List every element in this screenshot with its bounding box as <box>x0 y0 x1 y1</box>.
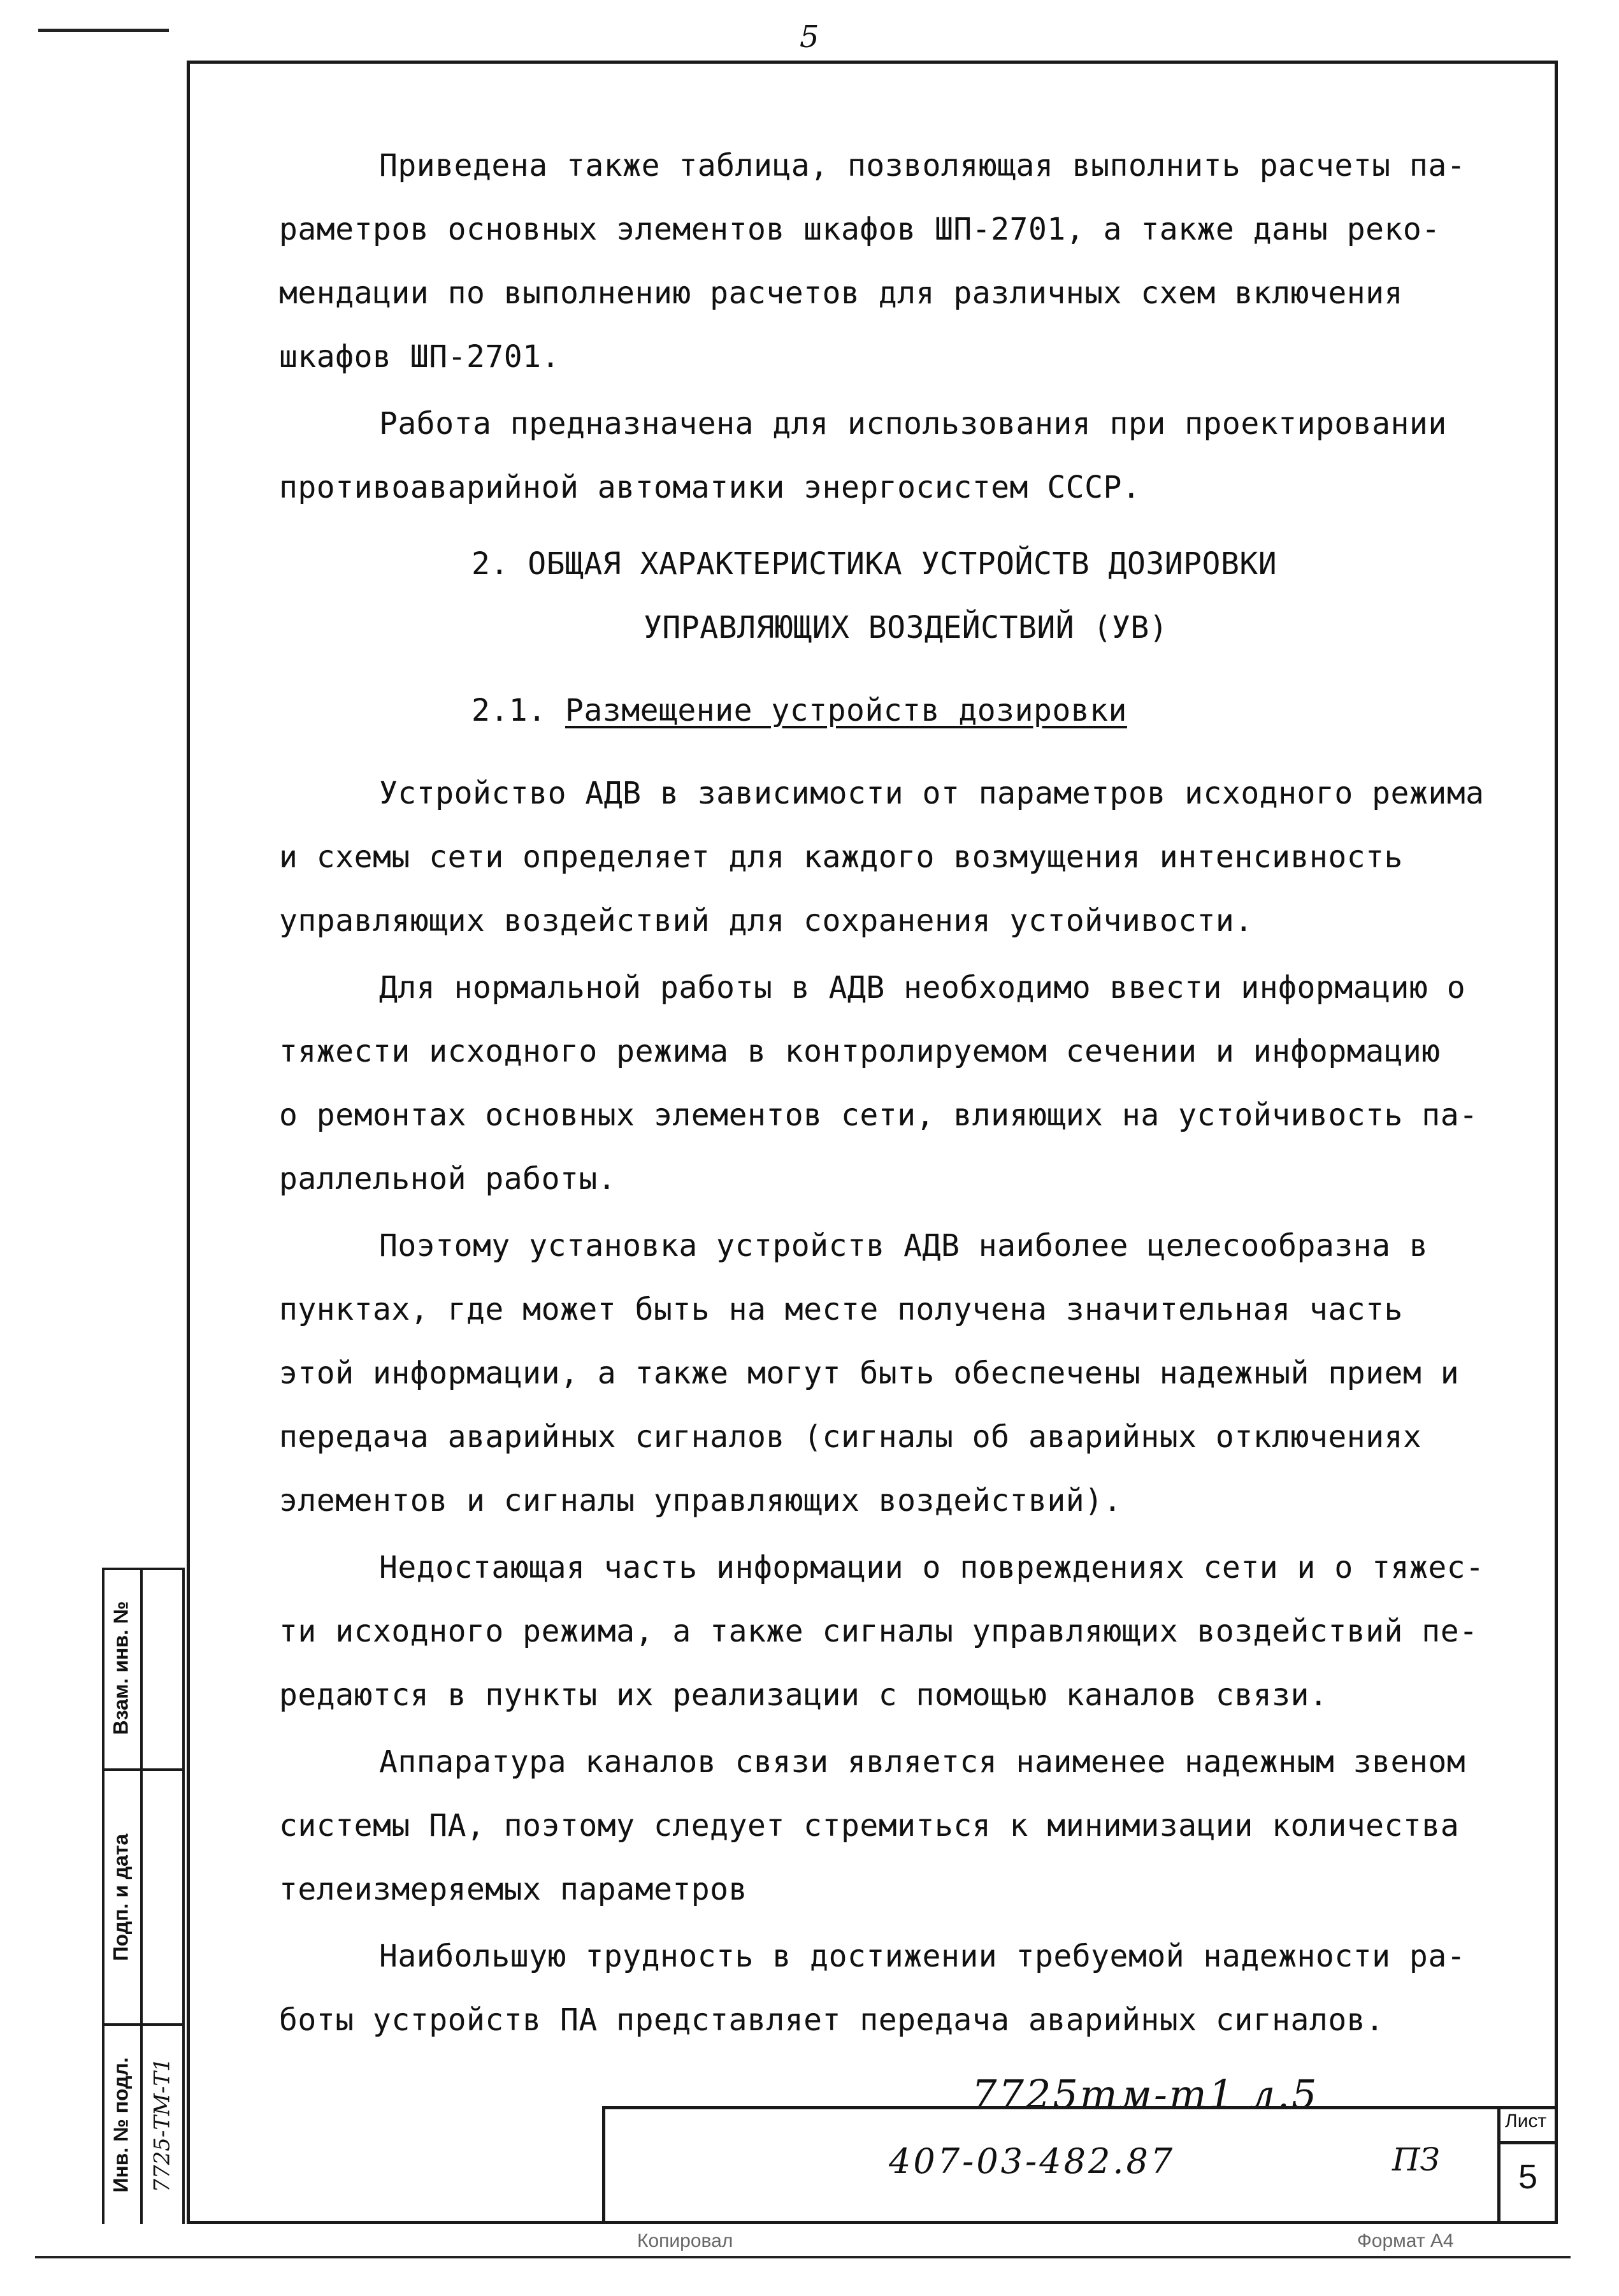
inv-podl-label: Инв. № подл. <box>109 2057 133 2193</box>
text-line: этой информации, а также могут быть обеспечены надежный прием и <box>279 1355 1460 1391</box>
text-line: системы ПА, поэтому следует стремиться к минимизации количества <box>279 1808 1460 1844</box>
text-line: раметров основных элементов шкафов ШП-2701, а также даны реко- <box>279 212 1441 247</box>
text-line: телеизмеряемых параметров <box>279 1872 747 1907</box>
text-line: и схемы сети определяет для каждого возмущения интенсивность <box>279 839 1403 875</box>
footer-format: Формат А4 <box>1357 2230 1454 2251</box>
text-line: Устройство АДВ в зависимости от параметров исходного режима <box>379 776 1485 811</box>
sheet-box-divider <box>1497 2141 1558 2144</box>
text-line: Наибольшую трудность в достижении требуемой надежности ра- <box>379 1939 1466 1974</box>
text-line: управляющих воздействий для сохранения устойчивости. <box>279 903 1253 939</box>
text-line: Приведена также таблица, позволяющая выполнить расчеты па- <box>379 148 1466 184</box>
text-line: боты устройств ПА представляет передача аварийных сигналов. <box>279 2002 1385 2038</box>
text-line: Для нормальной работы в АДВ необходимо ввести информацию о <box>379 970 1466 1006</box>
text-line: Недостающая часть информации о повреждениях сети и о тяжес- <box>379 1550 1485 1585</box>
bottom-rule <box>35 2256 1571 2258</box>
text-line: редаются в пункты их реализации с помощью каналов связи. <box>279 1677 1328 1713</box>
text-line: шкафов ШП-2701. <box>279 339 560 375</box>
text-line: ти исходного режима, а также сигналы управляющих воздействий пе- <box>279 1614 1478 1649</box>
text-line: тяжести исходного режима в контролируемом сечении и информацию <box>279 1034 1441 1069</box>
text-line: передача аварийных сигналов (сигналы об аварийных отключениях <box>279 1419 1422 1455</box>
footer-copied: Копировал <box>637 2230 733 2251</box>
subsection-number: 2.1. <box>471 693 547 728</box>
text-line: Аппаратура каналов связи является наименее надежным звеном <box>379 1744 1466 1780</box>
section-heading-line-2: УПРАВЛЯЮЩИХ ВОЗДЕЙСТВИЙ (УВ) <box>644 610 1169 646</box>
section-heading-line-1: 2. ОБЩАЯ ХАРАКТЕРИСТИКА УСТРОЙСТВ ДОЗИРОВКИ <box>471 546 1277 582</box>
text-line: Работа предназначена для использования при проектировании <box>379 406 1447 442</box>
text-line: мендации по выполнению расчетов для различных схем включения <box>279 275 1403 311</box>
vzam-inv-label: Взам. инв. № <box>109 1601 133 1735</box>
text-line: раллельной работы. <box>279 1161 617 1197</box>
subsection-title: Размещение устройств дозировки <box>565 693 1127 728</box>
inv-podl-value: 7725-ТМ-Т1 <box>150 2057 175 2193</box>
text-line: пунктах, где может быть на месте получена значительная часть <box>279 1292 1403 1327</box>
text-line: о ремонтах основных элементов сети, влияющих на устойчивость па- <box>279 1097 1478 1133</box>
subsection-heading <box>471 691 1127 730</box>
text-line: противоаварийной автоматики энергосистем СССР. <box>279 470 1141 505</box>
text-line: Поэтому установка устройств АДВ наиболее целесообразна в <box>379 1228 1428 1264</box>
document-code: 407-03-482.87 <box>889 2141 1176 2181</box>
page-number: 5 <box>800 19 819 55</box>
document-type: ПЗ <box>1392 2141 1440 2178</box>
sheet-label: Лист <box>1505 2111 1547 2132</box>
handwritten-archive-mark: 7725тм-т1 л.5 <box>972 2071 1319 2118</box>
text-line: элементов и сигналы управляющих воздействий). <box>279 1483 1122 1519</box>
margin-dash-mark <box>38 29 169 32</box>
sheet-number: 5 <box>1518 2158 1538 2196</box>
podp-data-label: Подп. и дата <box>109 1833 133 1961</box>
